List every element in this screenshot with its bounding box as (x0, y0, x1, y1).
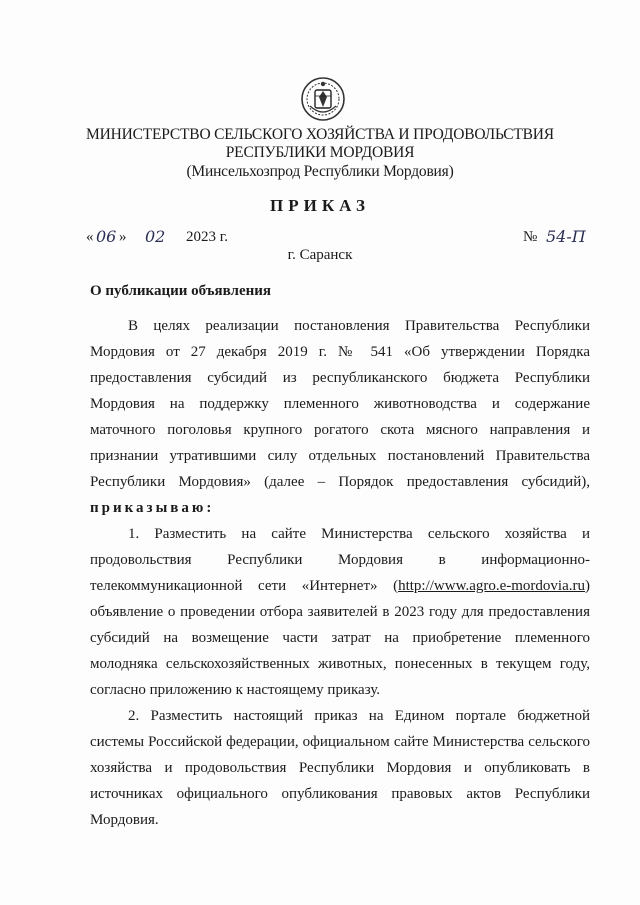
body-line: предоставления субсидий из республиканского бюджета Республики (90, 370, 590, 386)
item2-line: системы Российской федерации, официальном сайте Министерства сельского (90, 734, 590, 750)
ministry-region: РЕСПУБЛИКИ МОРДОВИЯ (225, 144, 415, 161)
document-subject: О публикации объявления (90, 283, 272, 299)
body-line: В целях реализации постановления Правительства Республики (128, 318, 590, 334)
item1-line: объявление о проведении отбора заявителей в 2023 году для предоставления (90, 604, 590, 620)
coat-of-arms-icon (300, 76, 346, 122)
date-year: 2023 г. (186, 229, 228, 245)
city: г. Саранск (287, 247, 353, 263)
body-line: маточного поголовья крупного рогатого скота мясного направления и (90, 422, 590, 438)
order-number-handwritten: 54-П (546, 227, 586, 246)
date-close-quote: » (119, 229, 127, 245)
item2-line: 2. Разместить настоящий приказ на Едином портале бюджетной (128, 708, 590, 724)
item1-line: согласно приложению к настоящему приказу. (90, 682, 381, 698)
item1-line-close: ) (585, 578, 590, 594)
number-prefix: № (523, 229, 538, 245)
body-line: признании утратившими силу отдельных постановлений Правительства (90, 448, 590, 464)
item1-line: субсидий на возмещение части затрат на приобретение племенного (90, 630, 590, 646)
ministry-website-link[interactable]: http://www.agro.e-mordovia.ru (398, 578, 585, 594)
orders-word: приказываю: (90, 500, 215, 516)
item1-line: продовольствия Республики Мордовия в информационно- (90, 552, 590, 568)
item1-line: молодняка сельскохозяйственных животных, понесенных в текущем году, (90, 656, 590, 672)
date-day-handwritten: 06 (96, 227, 117, 246)
item1-line: 1. Разместить на сайте Министерства сельского хозяйства и (128, 526, 590, 542)
item2-line: хозяйства и продовольствия Республики Мордовия и опубликовать в (90, 760, 590, 776)
item2-line: Мордовия. (90, 812, 159, 828)
body-line: Мордовия от 27 декабря 2019 г. № 541 «Об утверждении Порядка (90, 344, 590, 360)
date-month-handwritten: 02 (145, 227, 166, 246)
item1-line-text: телекоммуникационной сети «Интернет» ( (90, 578, 399, 594)
body-line: Республики Мордовия» (далее – Порядок предоставления субсидий), (90, 474, 590, 490)
body-line: Мордовия на поддержку племенного животноводства и содержание (90, 396, 590, 412)
item2-line: источниках официального опубликования правовых актов Республики (90, 786, 590, 802)
ministry-short-name: (Минсельхозпрод Республики Мордовия) (186, 163, 454, 180)
item1-line-with-link (90, 577, 590, 595)
document-type-heading: ПРИКАЗ (270, 196, 370, 215)
date-open-quote: « (86, 229, 94, 245)
ministry-name: МИНИСТЕРСТВО СЕЛЬСКОГО ХОЗЯЙСТВА И ПРОДОВОЛЬСТВИЯ (86, 126, 554, 143)
